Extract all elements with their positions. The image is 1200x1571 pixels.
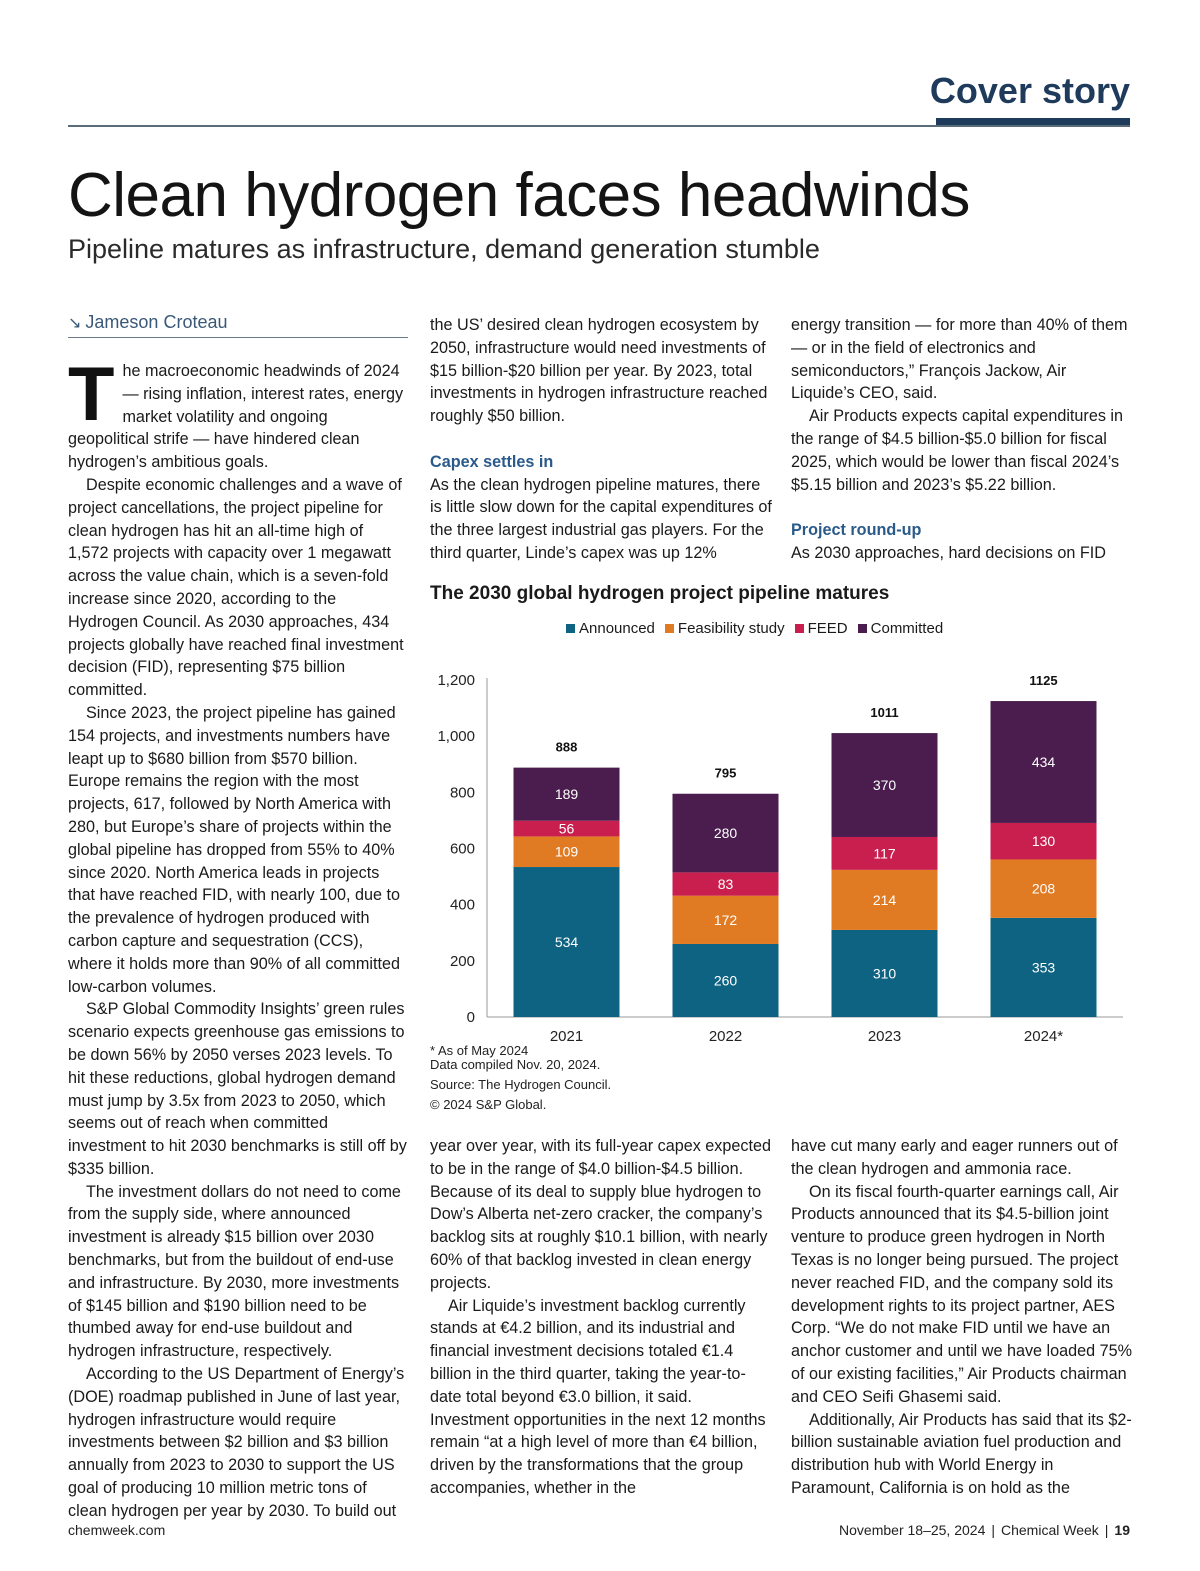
- body-paragraph: the US’ desired clean hydrogen ecosystem by 2050, infrastructure would need investments of $15 billion-$20 billion per year. By 2023, total investments in hydrogen infrastructure reached roughly $50 billion.: [430, 316, 768, 426]
- chart-note-source: Source: The Hydrogen Council.: [430, 1077, 612, 1092]
- data-label: 434: [1031, 754, 1056, 771]
- data-label: 534: [554, 934, 579, 951]
- data-label: 56: [558, 820, 575, 837]
- x-tick-label: 2023: [867, 1028, 902, 1045]
- section-heading-roundup: Project round-up: [791, 521, 922, 540]
- article-column-2-top: [430, 314, 772, 565]
- body-paragraph: Despite economic challenges and a wave of project cancellations, the project pipeline for clean hydrogen has hit an all-time high of 1,572 projects with capacity over 1 megawatt across the value chain, which is a seven-fold increase since 2020, according to the Hydrogen Council. As 2030 approaches, 434 projects globally have reached final investment decision (FID), representing $75 billion committed.: [68, 475, 404, 700]
- body-paragraph: Air Products expects capital expenditures in the range of $4.5 billion-$5.0 billion for fiscal 2025, which would be lower than fiscal 2024’s $5.15 billion and 2023’s $5.22 billion.: [791, 407, 1124, 494]
- legend-label: Feasibility study: [677, 620, 785, 637]
- footer-date: November 18–25, 2024: [839, 1522, 986, 1538]
- body-paragraph: Additionally, Air Products has said that its $2-billion sustainable aviation fuel production and distribution hub with World Energy in Paramount, California is on hold as the: [791, 1410, 1132, 1497]
- data-label: 117: [873, 845, 896, 862]
- body-paragraph: S&P Global Commodity Insights’ green rules scenario expects greenhouse gas emissions to be down 56% by 2050 verses 2023 levels. To hit these reductions, global hydrogen demand must jump by 3.5x from 2023 to 2050, which seems out of reach when committed investment to hit 2030 benchmarks is still off by $335 billion.: [68, 1000, 407, 1178]
- data-label: 280: [713, 825, 738, 842]
- chart-note-asof: * As of May 2024: [430, 1043, 529, 1058]
- footer-separator: |: [991, 1522, 995, 1538]
- body-paragraph: year over year, with its full-year capex expected to be in the range of $4.0 billion-$4.5 billion. Because of its deal to supply blue hydrogen to Dow’s Alberta net-zero cracker, the company’s backlog sits at roughly $10.1 billion, with nearly 60% of that backlog invested in clean energy projects.: [430, 1137, 771, 1292]
- y-tick-label: 600: [449, 840, 475, 858]
- data-label: 172: [713, 911, 738, 928]
- body-paragraph: According to the US Department of Energy’s (DOE) roadmap published in June of last year, hydrogen infrastructure would require investments between $2 billion and $3 billion annually from 2023 to 2030 to support the US goal of producing 10 million metric tons of clean hydrogen per year by 2030. To build out: [68, 1365, 405, 1520]
- page-number: 19: [1114, 1522, 1130, 1538]
- x-tick-label: 2024*: [1023, 1028, 1064, 1045]
- dropcap: T: [68, 352, 115, 437]
- total-label: 1125: [1029, 673, 1058, 689]
- y-tick-label: 1,200: [437, 672, 475, 689]
- body-paragraph: have cut many early and eager runners out of the clean hydrogen and ammonia race.: [791, 1137, 1118, 1178]
- footer-separator: |: [1104, 1522, 1109, 1538]
- section-heading-capex: Capex settles in: [430, 452, 554, 471]
- body-paragraph: As the clean hydrogen pipeline matures, there is little slow down for the capital expenditures of the three largest industrial gas players. For the third quarter, Linde’s capex was up 12%: [430, 475, 772, 562]
- chart-title: The 2030 global hydrogen project pipeline matures: [430, 583, 890, 604]
- data-label: 353: [1031, 959, 1056, 976]
- y-tick-label: 800: [449, 784, 475, 802]
- headline: Clean hydrogen faces headwinds: [68, 161, 970, 230]
- x-tick-label: 2021: [549, 1028, 584, 1045]
- chart-note-compiled: Data compiled Nov. 20, 2024.: [430, 1057, 601, 1072]
- chart-note-copyright: © 2024 S&P Global.: [430, 1097, 547, 1112]
- section-label: Cover story: [929, 70, 1130, 111]
- x-tick-label: 2022: [708, 1028, 743, 1045]
- body-paragraph: Air Liquide’s investment backlog currently stands at €4.2 billion, and its industrial and financial investment decisions totaled €1.4 billion in the third quarter, taking the year-to-date total beyond €3.0 billion, it said. Investment opportunities in the next 12 months remain “at a high level of more than €4 billion, driven by the transformations that the group accompanies, whether in the: [430, 1296, 766, 1497]
- y-tick-label: 0: [466, 1009, 475, 1026]
- data-label: 370: [872, 777, 897, 794]
- data-label: 208: [1031, 880, 1056, 897]
- legend-item-feed: [795, 620, 848, 637]
- footer-site: chemweek.com: [68, 1522, 166, 1538]
- chart-legend: [566, 620, 943, 637]
- legend-swatch: [566, 624, 575, 633]
- lead-paragraph: [68, 352, 408, 474]
- legend-item-committed: [858, 620, 944, 637]
- article-column-3-top: [791, 314, 1133, 565]
- article-column-3-bottom: [791, 1135, 1133, 1500]
- legend-swatch: [665, 624, 674, 633]
- data-label: 83: [717, 876, 734, 893]
- byline-arrow-icon: ↘: [68, 315, 82, 332]
- article-column-1: [68, 352, 408, 1523]
- legend-item-announced: [566, 620, 655, 637]
- data-label: 130: [1031, 833, 1056, 850]
- body-paragraph: energy transition — for more than 40% of them — or in the field of electronics and semiconductors,” François Jackow, Air Liquide’s CEO, said.: [791, 316, 1128, 403]
- data-label: 260: [713, 972, 738, 989]
- y-tick-label: 400: [449, 896, 475, 914]
- data-label: 214: [872, 891, 897, 908]
- data-label: 109: [554, 843, 579, 860]
- top-rule: [68, 125, 1130, 127]
- data-label: 189: [554, 786, 579, 803]
- footer-info: [839, 1522, 1130, 1538]
- byline-author: Jameson Croteau: [85, 312, 228, 332]
- body-paragraph: The investment dollars do not need to come from the supply side, where announced investment is already $15 billion over 2030 benchmarks, but from the buildout of end-use and infrastructure. By 2030, more investments of $145 billion and $190 billion need to be thumbed away for end-use buildout and hydrogen infrastructure, respectively.: [68, 1182, 401, 1361]
- legend-swatch: [858, 624, 867, 633]
- legend-label: FEED: [807, 620, 848, 637]
- legend-item-feasibility: [665, 620, 785, 637]
- stacked-bar-chart: [425, 665, 1135, 1050]
- article-column-2-bottom: [430, 1135, 772, 1500]
- y-tick-label: 200: [449, 952, 475, 970]
- subheadline: Pipeline matures as infrastructure, demand generation stumble: [68, 234, 820, 264]
- y-tick-label: 1,000: [437, 728, 475, 746]
- body-paragraph: On its fiscal fourth-quarter earnings call, Air Products announced that its $4.5-billion joint venture to produce green hydrogen in North Texas is no longer being pursued. The project never reached FID, and the company sold its development rights to its project partner, AES Corp. “We do not make FID until we have an anchor customer and until we have loaded 75% of our existing facilities,” Air Products chairman and CEO Seifi Ghasemi said.: [791, 1182, 1133, 1406]
- body-paragraph: Since 2023, the project pipeline has gained 154 projects, and investments numbers have leapt up to $680 billion from $570 billion. Europe remains the region with the most projects, 617, followed by North America with 280, but Europe’s share of projects within the global pipeline has dropped from 55% to 40% since 2020. North America leads in projects that have reached FID, with nearly 100, due to the prevalence of hydrogen produced with carbon capture and sequestration (CCS), where it holds more than 90% of all committed low-carbon volumes.: [68, 703, 401, 996]
- legend-label: Committed: [870, 620, 944, 637]
- data-label: 310: [872, 965, 897, 982]
- legend-swatch: [795, 624, 804, 633]
- body-paragraph: As 2030 approaches, hard decisions on FID: [791, 543, 1106, 562]
- total-label: 795: [714, 765, 737, 781]
- total-label: 1011: [870, 705, 899, 721]
- total-label: 888: [555, 739, 578, 755]
- legend-label: Announced: [579, 620, 655, 637]
- lead-paragraph-text: he macroeconomic headwinds of 2024 — rising inflation, interest rates, energy market volatility and ongoing geopolitical strife — have hindered clean hydrogen’s ambitious goals.: [68, 362, 404, 472]
- footer-publication: Chemical Week: [1001, 1522, 1099, 1538]
- byline: [68, 312, 408, 338]
